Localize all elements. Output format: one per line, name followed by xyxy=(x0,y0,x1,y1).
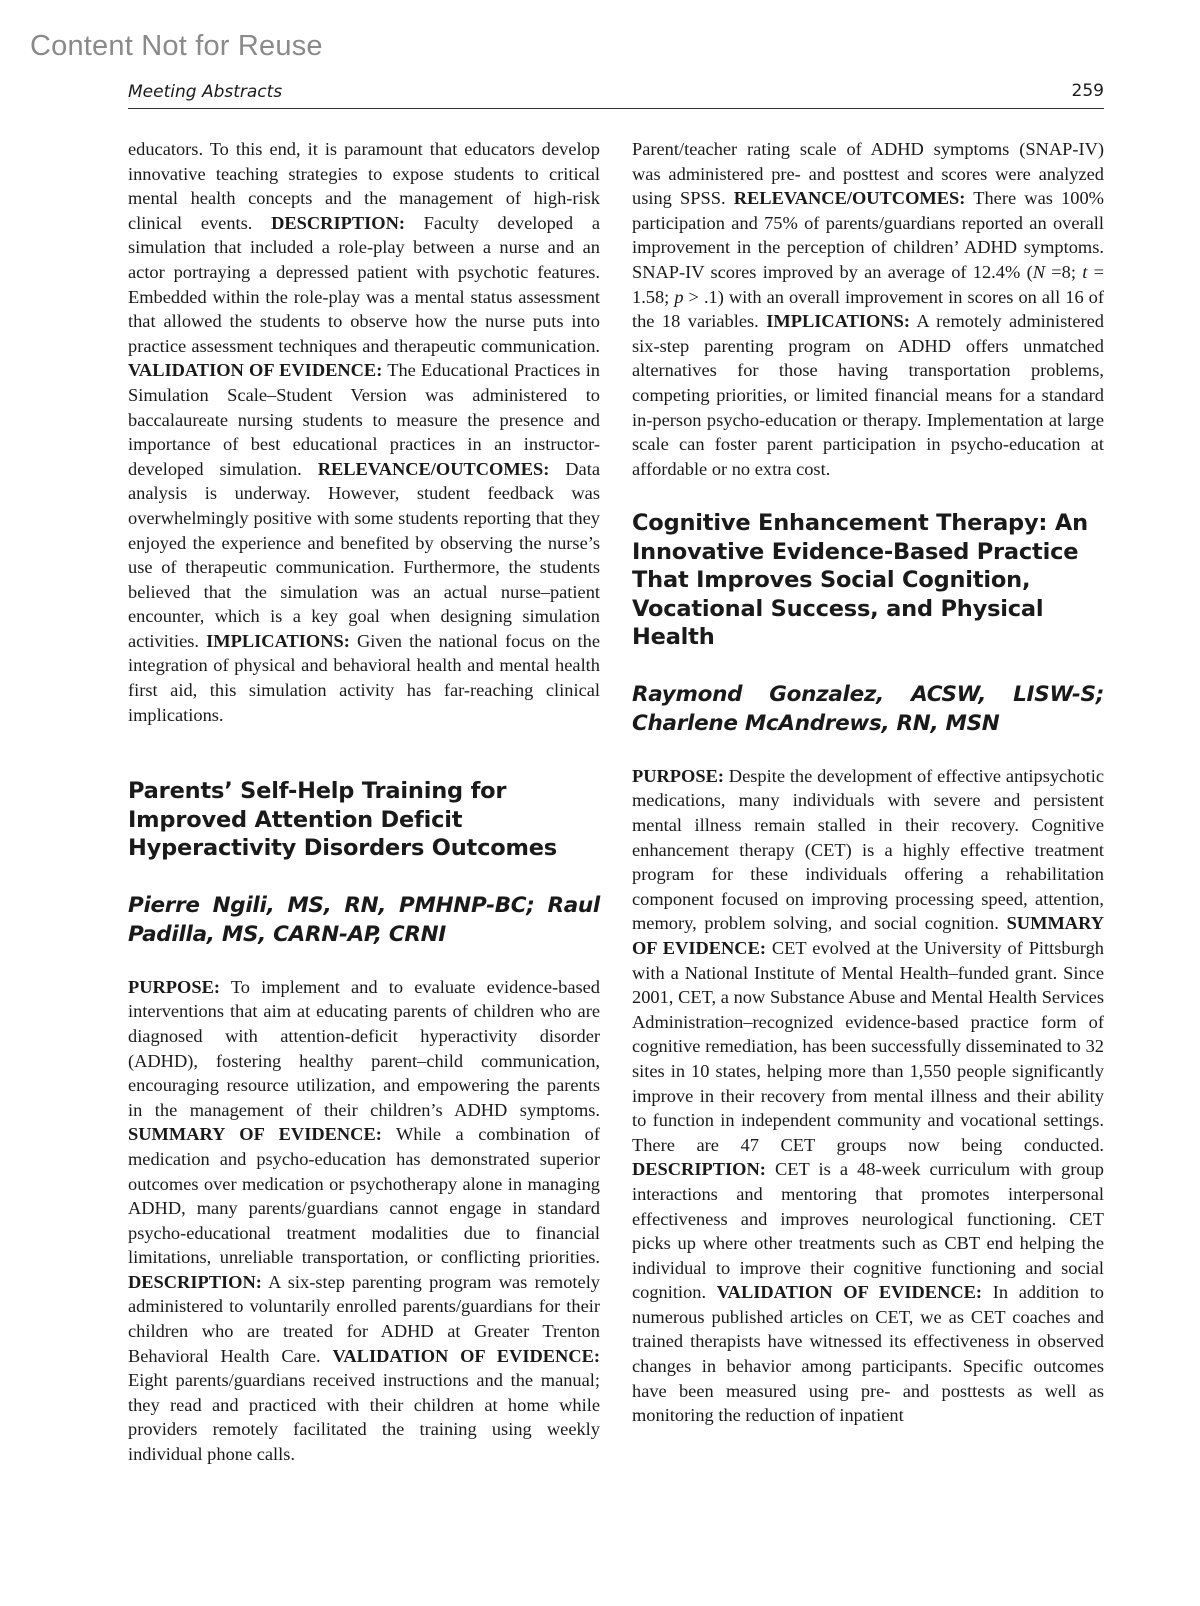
left-column xyxy=(128,137,600,1467)
section-heading: VALIDATION OF EVIDENCE: xyxy=(128,360,383,381)
abstract-body: PURPOSE: Despite the development of effective antipsychotic medications, many individuals with severe and persistent mental illness remain stalled in their recovery. Cognitive enhancement therapy (CET) is a highly effective treatment program for these individuals offering a rehabilitation component focused on improving processing speed, attention, memory, problem solving, and social cognition. SUMMARY OF EVIDENCE: CET evolved at the University of Pittsburgh with a National Institute of Mental Health–funded grant. Since 2001, CET, a now Substance Abuse and Mental Health Services Administration–recognized evidence-based practice form of cognitive remediation, has been successfully disseminated to 32 sites in 10 states, helping more than 1,550 people significantly improve in their recovery from mental illness and their ability to function in independent community and vocational settings. There are 47 CET groups now being conducted. DESCRIPTION: CET is a 48-week curriculum with group interactions and mentoring that promotes interpersonal effectiveness and improves neurological functioning. CET picks up where other treatments such as CBT end helping the individual to improve their cognitive functioning and social cognition. VALIDATION OF EVIDENCE: In addition to numerous published articles on CET, we as CET coaches and trained therapists have witnessed its effectiveness in observed changes in behavior among participants. Specific outcomes have been measured using pre- and posttests as well as monitoring the reduction of inpatient xyxy=(632,765,1104,1426)
continued-abstract-text: educators. To this end, it is paramount that educators develop innovative teaching strategies to expose students to critical mental health concepts and the management of high-risk clinical events. DESCRIPTION: Faculty developed a simulation that included a role-play between a nurse and an actor portraying a depressed patient with psychotic features. Embedded within the role-play was a mental status assessment that allowed the students to observe how the nurse puts into practice assessment techniques and therapeutic communication. VALIDATION OF EVIDENCE: The Educational Practices in Simulation Scale–Student Version was administered to baccalaureate nursing students to measure the presence and importance of best educational practices in an instructor-developed simulation. RELEVANCE/OUTCOMES: Data analysis is underway. However, student feedback was overwhelmingly positive with some students reporting that they enjoyed the experience and benefited by observing the nurse’s use of therapeutic communication. Furthermore, the students believed that the simulation was an actual nurse–patient encounter, which is a key goal when designing simulation activities. IMPLICATIONS: Given the national focus on the integration of physical and behavioral health and mental health first aid, this simulation activity has far-reaching clinical implications. xyxy=(128,139,600,725)
section-heading: VALIDATION OF EVIDENCE: xyxy=(332,1345,601,1366)
section-heading: IMPLICATIONS: xyxy=(766,311,910,332)
section-heading: PURPOSE: xyxy=(128,976,220,997)
section-heading: DESCRIPTION: xyxy=(271,212,405,233)
section-heading: RELEVANCE/OUTCOMES: xyxy=(317,458,550,479)
section-heading: SUMMARY OF EVIDENCE: xyxy=(632,913,1104,958)
section-heading: RELEVANCE/OUTCOMES: xyxy=(733,188,966,209)
section-heading: VALIDATION OF EVIDENCE: xyxy=(716,1282,983,1303)
section-heading: DESCRIPTION: xyxy=(128,1271,262,1292)
section-heading: DESCRIPTION: xyxy=(632,1159,766,1180)
journal-section-title: Meeting Abstracts xyxy=(128,82,283,102)
abstract-body: PURPOSE: To implement and to evaluate evidence-based interventions that aim at educating parents of children who are diagnosed with attention-deficit hyperactivity disorder (ADHD), fostering healthy parent–child communication, encouraging resource utilization, and empowering the parents in the management of their children’s ADHD symptoms. SUMMARY OF EVIDENCE: While a combination of medication and psycho-education has demonstrated superior outcomes over medication or psychotherapy alone in managing ADHD, many parents/guardians cannot engage in standard psycho-educational treatment modalities due to financial limitations, unreliable transportation, or conflicting priorities. DESCRIPTION: A six-step parenting program was remotely administered to voluntarily enrolled parents/guardians for their children who are treated for ADHD at Greater Trenton Behavioral Health Care. VALIDATION OF EVIDENCE: Eight parents/guardians received instructions and the manual; they read and practiced with their children at home while providers remotely facilitated the training using weekly individual phone calls. xyxy=(128,976,601,1465)
page-number: 259 xyxy=(1071,81,1104,101)
section-heading: IMPLICATIONS: xyxy=(206,630,350,651)
continued-abstract-text: Parent/teacher rating scale of ADHD symptoms (SNAP-IV) was administered pre- and posttest and scores were analyzed using SPSS. RELEVANCE/OUTCOMES: There was 100% participation and 75% of parents/guardians reported an overall improvement in the perception of children’ ADHD symptoms. SNAP-IV scores improved by an average of 12.4% (N =8; t = 1.58; p > .1) with an overall improvement in scores on all 16 of the 18 variables. IMPLICATIONS: A remotely administered six-step parenting program on ADHD offers unmatched alternatives for those having transportation problems, competing priorities, or limited financial means for a standard in-person psycho-education or therapy. Implementation at large scale can foster parent participation in psycho-education at affordable or no extra cost. xyxy=(632,139,1104,479)
section-heading: PURPOSE: xyxy=(632,765,724,786)
watermark: Content Not for Reuse xyxy=(30,30,323,62)
running-head xyxy=(128,80,1104,109)
article-authors: Pierre Ngili, MS, RN, PMHNP-BC; Raul Padilla, MS, CARN-AP, CRNI xyxy=(128,892,600,947)
section-heading: SUMMARY OF EVIDENCE: xyxy=(128,1124,382,1145)
right-column xyxy=(632,137,1104,1428)
article-title: Cognitive Enhancement Therapy: An Innovative Evidence-Based Practice That Improves Social Cognition, Vocational Success, and Physical Health xyxy=(632,510,1088,651)
article-authors: Raymond Gonzalez, ACSW, LISW-S; Charlene McAndrews, RN, MSN xyxy=(632,681,1104,736)
article-title: Parents’ Self-Help Training for Improved Attention Deficit Hyperactivity Disorders Outcomes xyxy=(128,778,557,862)
